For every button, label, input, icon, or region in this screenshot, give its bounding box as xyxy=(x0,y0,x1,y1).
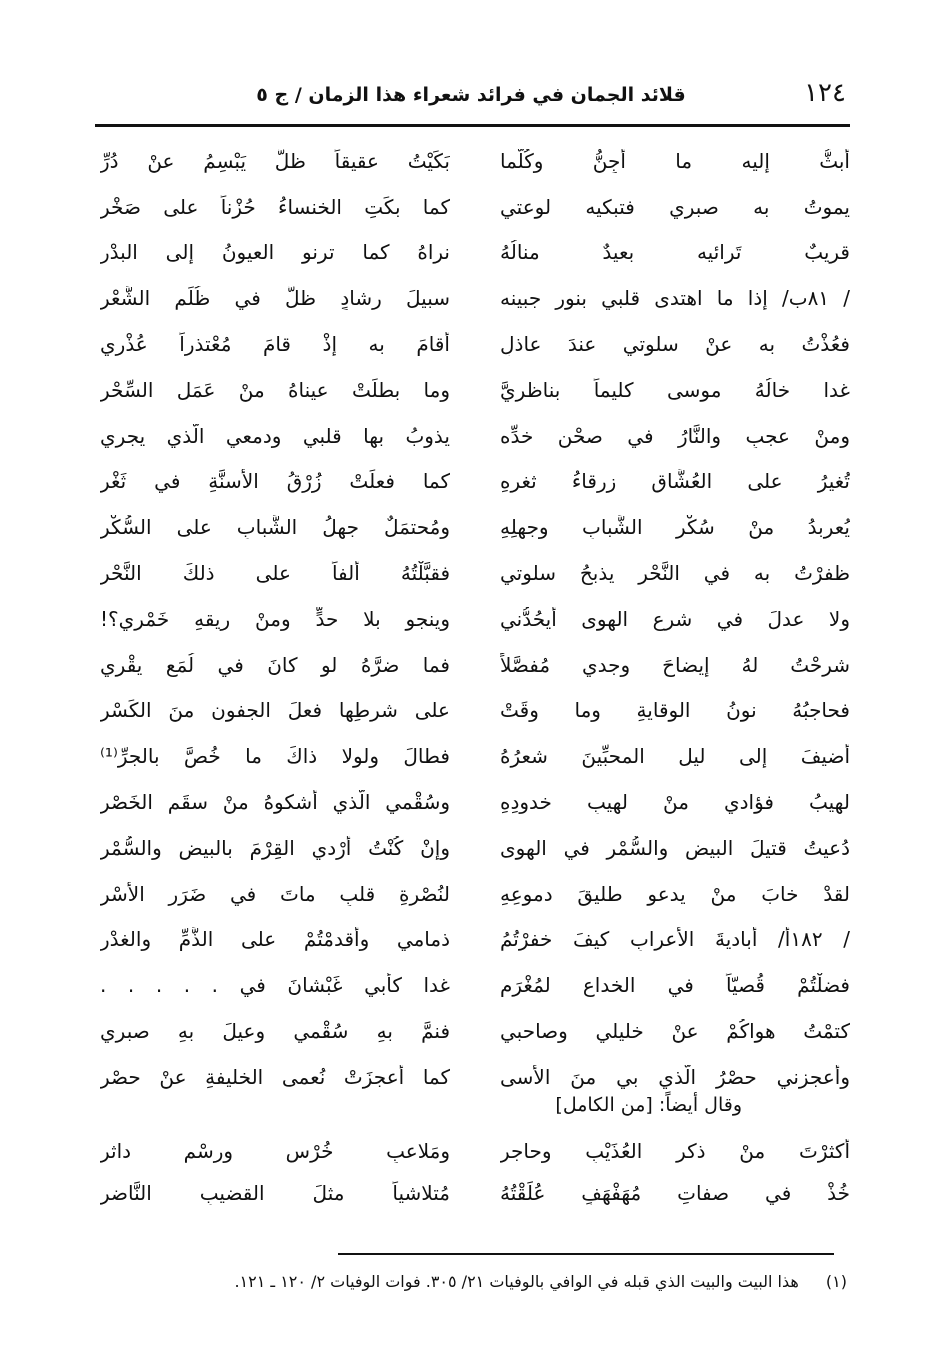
first-hemistich: فضلْتُمْ قُصيّاً في الخداعِ لمُغْرَمٍ xyxy=(500,973,850,998)
second-hemistich: ومَلاعبٍ خُرْسٍ ورسْمٍ داثرِ xyxy=(100,1139,450,1163)
first-hemistich: ومنْ عجبٍ والنَّارُ في صحْنِ خدِّه xyxy=(500,423,850,448)
verse-line xyxy=(100,962,850,1008)
second-hemistich: وما بطلَتْ عيناهُ منْ عَمَلِ السِّحْرِ xyxy=(100,377,450,402)
footnote-marker: (١) xyxy=(825,1272,847,1291)
second-hemistich: نراهُ كما ترنو العيونُ إلى البدْرِ xyxy=(100,240,450,265)
first-hemistich: قريبٌ تَرائيه بعيدٌ منالُهُ xyxy=(500,240,850,265)
verse-line xyxy=(100,871,850,917)
verse-line xyxy=(100,550,850,596)
verse-line xyxy=(100,321,850,367)
first-hemistich: ظفرْتُ به في النَّحْرِ يذبحُ سلوتي xyxy=(500,561,850,586)
second-hemistich: فما ضرَّهُ لو كانَ في لُمَعٍ يقْري xyxy=(100,652,450,677)
footnote xyxy=(234,1272,847,1291)
second-hemistich: كما بكَتِ الخنساءُ حُزْناً على صَخْرِ xyxy=(100,194,450,219)
first-hemistich: أُضيفَ إلى ليلِ المحبِّينَ شعرُهُ xyxy=(500,744,850,769)
verse-line xyxy=(100,825,850,871)
first-hemistich: أكثرْتَ منْ ذكرِ العُذَيْبِ وحاجرٍ xyxy=(500,1139,850,1163)
first-hemistich: غدا خالُهُ موسى كليماً بناظريَّ xyxy=(500,377,850,402)
verse-line xyxy=(100,1054,850,1100)
first-hemistich: ولا عدلَ في شرعِ الهوى أيحُدُّني xyxy=(500,606,850,631)
first-hemistich: وأعجزني حصْرُ الَّذي بي منَ الأسى xyxy=(500,1064,850,1089)
verse-line xyxy=(100,733,850,779)
second-hemistich: وإنْ كُنْتُ أُرْدي القِرْمَ بالبيضِ والسُّمْرِ xyxy=(100,835,450,860)
second-hemistich: لنُصْرةِ قلبٍ ماتَ في ضَرَرِ الأسْرِ xyxy=(100,881,450,906)
verse-line xyxy=(100,459,850,505)
verse-line xyxy=(100,184,850,230)
verse-line xyxy=(100,504,850,550)
second-hemistich: على شرطِها فعلَ الجفونِ منَ الكَسْرِ xyxy=(100,698,450,723)
first-hemistich: يموتُ به صبري فتبكيه لوعتي xyxy=(500,194,850,219)
verse-line xyxy=(100,413,850,459)
second-hemistich: فنمَّ بهِ سُقْمي وعيلَ بهِ صبري xyxy=(100,1019,450,1044)
poem-intro: وقال أيضاً: [من الكامل] xyxy=(555,1094,742,1116)
second-hemistich: غدا كأبي غَبْشانَ في . . . . . xyxy=(100,973,450,998)
first-hemistich: دُعيتُ قتيلَ البيضِ والسُّمْرِ في الهوى xyxy=(500,835,850,860)
second-hemistich: أقامَ به إذْ قامَ مُعْتذراً عُذْري xyxy=(100,332,450,357)
first-hemistich: / ١٨٢أ/ أباديةَ الأعرابِ كيفَ خفرْتُمُ xyxy=(500,927,850,952)
page-number: ١٢٤ xyxy=(804,78,846,108)
footnote-text: هذا البيت والبيت الذي قبله في الوافي بالوفيات ٢١/ ٣٠٥. فوات الوفيات ٢/ ١٢٠ ـ ١٢١. xyxy=(234,1272,799,1291)
second-hemistich: يذوبُ بها قلبي ودمعي الَّذي يجري xyxy=(100,423,450,448)
second-hemistich: كما أعجزَتْ نُعمى الخليفةِ عنْ حصْرِ xyxy=(100,1064,450,1089)
footnote-rule xyxy=(338,1253,834,1255)
first-hemistich: شرحْتُ لهُ إيضاحَ وجدي مُفصَّلاً xyxy=(500,652,850,677)
verse-line xyxy=(100,367,850,413)
first-hemistich: خُذْ في صفاتِ مُهَفْهَفٍ عُلِّقْتُهُ xyxy=(500,1181,850,1205)
verse-line xyxy=(100,230,850,276)
first-hemistich: تُغيرُ على العُشَّاقِ زرقاءُ ثغرِهِ xyxy=(500,469,850,494)
first-hemistich: / ٨١ب/ إذا ما اهتدى قلبي بنورِ جبينه xyxy=(500,286,850,311)
first-hemistich: لهيبُ فؤادي منْ لهيبِ خدودِهِ xyxy=(500,790,850,815)
poem-verses xyxy=(100,138,850,1100)
second-hemistich: وينجو بلا حدٍّ ومنْ ريقهِ خَمْري؟! xyxy=(100,606,450,631)
verse-line xyxy=(100,642,850,688)
second-hemistich: وسُقْمي الَّذي أشكوهُ منْ سقَمِ الخَصْرِ xyxy=(100,790,450,815)
header-rule xyxy=(95,124,850,127)
poem-verses-2 xyxy=(100,1130,850,1214)
first-hemistich: فحاجبُهُ نونُ الوقايةِ وما وقَتْ xyxy=(500,698,850,723)
verse-line xyxy=(100,275,850,321)
verse-line xyxy=(100,779,850,825)
second-hemistich: كما فعلَتْ زُرْقُ الأسنَّةِ في ثَغْرِ xyxy=(100,469,450,494)
first-hemistich: أُبثُّ إليه ما أُجِنُّ وكُلَّما xyxy=(500,148,850,173)
second-hemistich: بَكَيْتُ عقيقاً ظلَّ يَبْسِمُ عنْ دُرِّ xyxy=(100,148,450,173)
verse-line xyxy=(100,917,850,963)
second-hemistich: مُتلاشياً مثلَ القضيبِ النَّاضرِ xyxy=(100,1181,450,1205)
second-hemistich: فطالَ ولولا ذاكَ ما خُصَّ بالجرِّ⁽¹⁾ xyxy=(100,744,450,769)
verse-line xyxy=(100,688,850,734)
first-hemistich: لقدْ خابَ منْ يدعو طليقَ دموعِهِ xyxy=(500,881,850,906)
verse-line xyxy=(100,138,850,184)
first-hemistich: كتمْتُ هواكُمْ عنْ خليلي وصاحبي xyxy=(500,1019,850,1044)
running-title: قلائد الجمان في فرائد شعراء هذا الزمان / ج ٥ xyxy=(256,84,686,106)
first-hemistich: فعُذْتُ به عنْ سلوتي عندَ عاذلٍ xyxy=(500,332,850,357)
verse-line xyxy=(100,1130,850,1172)
second-hemistich: فقبَّلْتُهُ ألفاً على ذلكَ النَّحْرِ xyxy=(100,561,450,586)
second-hemistich: سبيلَ رشادٍ ظلَّ في ظُلَمِ الشَّعْرِ xyxy=(100,286,450,311)
verse-line xyxy=(100,596,850,642)
first-hemistich: يُعربدُ منْ سُكْرِ الشَّبابِ وجهلِهِ xyxy=(500,515,850,540)
verse-line xyxy=(100,1172,850,1214)
second-hemistich: ذمامي وأقدمْتُمْ على الذَّمِّ والغدْرِ xyxy=(100,927,450,952)
second-hemistich: ومُحتمَلٌ جهلُ الشَّبابِ على السُّكْرِ xyxy=(100,515,450,540)
verse-line xyxy=(100,1008,850,1054)
